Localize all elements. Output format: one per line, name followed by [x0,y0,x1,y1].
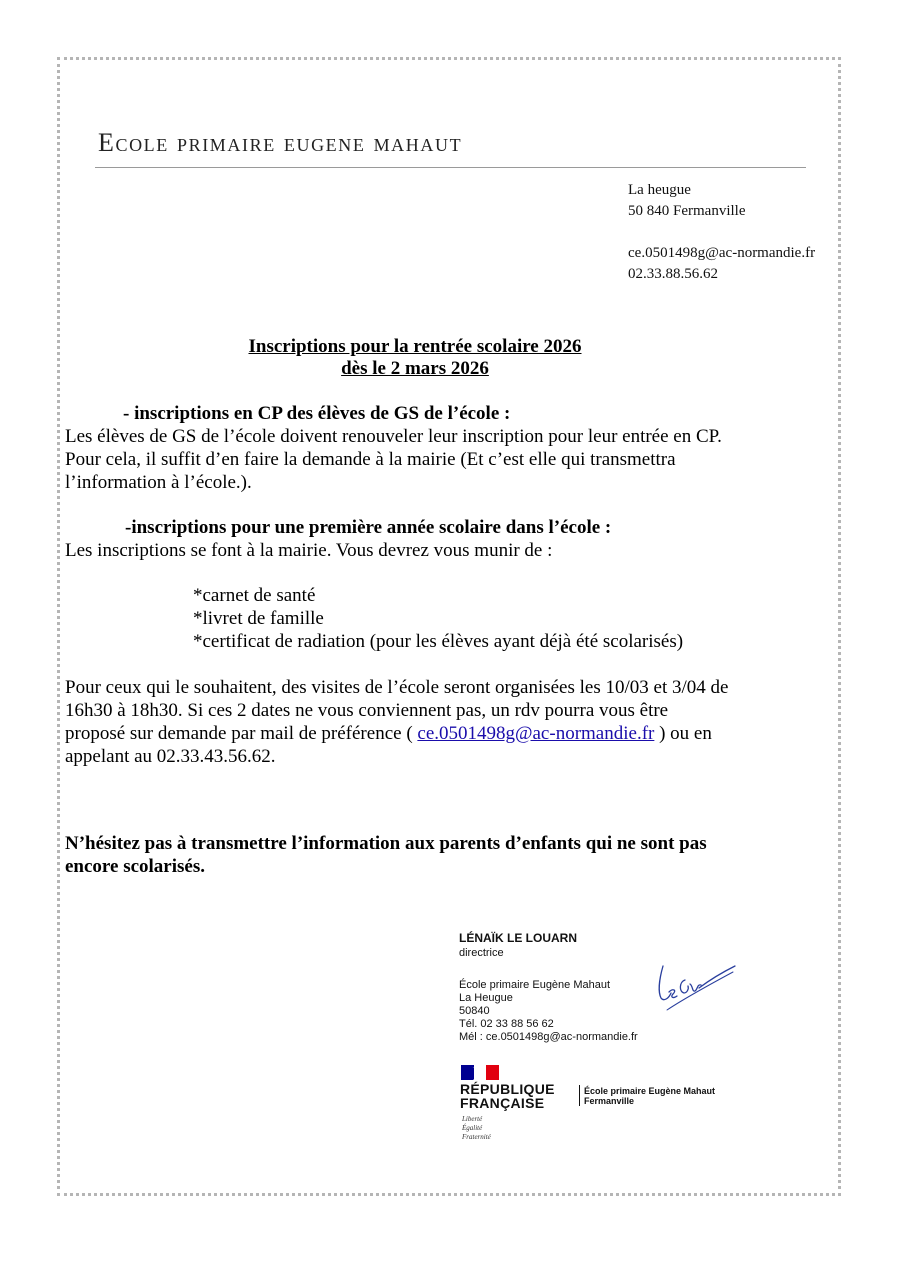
motto-egalite: Égalité [462,1124,483,1132]
logo-school-block [584,1086,715,1106]
visits-text-before: proposé sur demande par mail de préférence ( [65,723,418,744]
republique-francaise-wordmark [460,1082,555,1110]
signatory-name: LÉNAÏK LE LOUARN [459,931,577,945]
email-link[interactable]: ce.0501498g@ac-normandie.fr [417,723,655,744]
title-divider [95,167,806,168]
visits-line-3 [65,722,825,745]
header-email[interactable]: ce.0501498g@ac-normandie.fr [628,245,816,261]
section-first-year-heading: -inscriptions pour une première année scolaire dans l’école : [125,517,612,538]
section-first-year-intro: Les inscriptions se font à la mairie. Vous devrez vous munir de : [65,540,553,561]
flag-blue-band [461,1065,474,1080]
section-cp-line-3: l’information à l’école.). [65,472,252,493]
sig-street: La Heugue [459,992,513,1004]
republique-line-1: RÉPUBLIQUE [460,1081,555,1097]
page-border [57,57,841,1196]
logo-separator [579,1085,580,1106]
sig-phone: Tél. 02 33 88 56 62 [459,1018,554,1030]
handwritten-signature [655,958,740,1018]
visits-text-after: ) ou en [654,723,712,744]
closing-line-2: encore scolarisés. [65,856,205,877]
visits-line-2: 16h30 à 18h30. Si ces 2 dates ne vous conviennent pas, un rdv pourra vous être [65,700,669,721]
sig-postcode: 50840 [459,1005,490,1017]
republique-line-2: FRANÇAISE [460,1095,545,1111]
school-title: Ecole primaire eugene mahaut [98,128,463,157]
republic-motto [462,1115,491,1142]
logo-school-town: Fermanville [584,1096,635,1106]
page-title: Inscriptions pour la rentrée scolaire 2026 [248,336,582,357]
closing-line-1: N’hésitez pas à transmettre l’information aux parents d’enfants qui ne sont pas [65,833,707,854]
section-cp-line-1: Les élèves de GS de l’école doivent renouveler leur inscription pour leur entrée en CP. [65,426,722,447]
section-cp-heading: - inscriptions en CP des élèves de GS de l’école : [123,403,511,424]
motto-liberte: Liberté [462,1115,483,1123]
sig-email: Mél : ce.0501498g@ac-normandie.fr [459,1031,638,1043]
sig-school: École primaire Eugène Mahaut [459,979,611,991]
signatory-role: directrice [459,947,504,959]
motto-fraternite: Fraternité [462,1133,491,1141]
visits-line-1: Pour ceux qui le souhaitent, des visites de l’école seront organisées les 10/03 et 3/04 de [65,677,729,698]
header-phone: 02.33.88.56.62 [628,266,718,282]
address-line-2: 50 840 Fermanville [628,203,746,219]
page-subtitle: dès le 2 mars 2026 [341,358,489,379]
visits-line-4: appelant au 02.33.43.56.62. [65,746,276,767]
flag-red-band [486,1065,499,1080]
list-item: *carnet de santé [193,585,316,606]
logo-school-name: École primaire Eugène Mahaut [584,1086,716,1096]
marianne-flag-icon [461,1065,499,1080]
list-item: *certificat de radiation (pour les élèves ayant déjà été scolarisés) [193,631,684,652]
section-cp-line-2: Pour cela, il suffit d’en faire la demande à la mairie (Et c’est elle qui transmettra [65,449,676,470]
list-item: *livret de famille [193,608,324,629]
address-line-1: La heugue [628,182,691,198]
